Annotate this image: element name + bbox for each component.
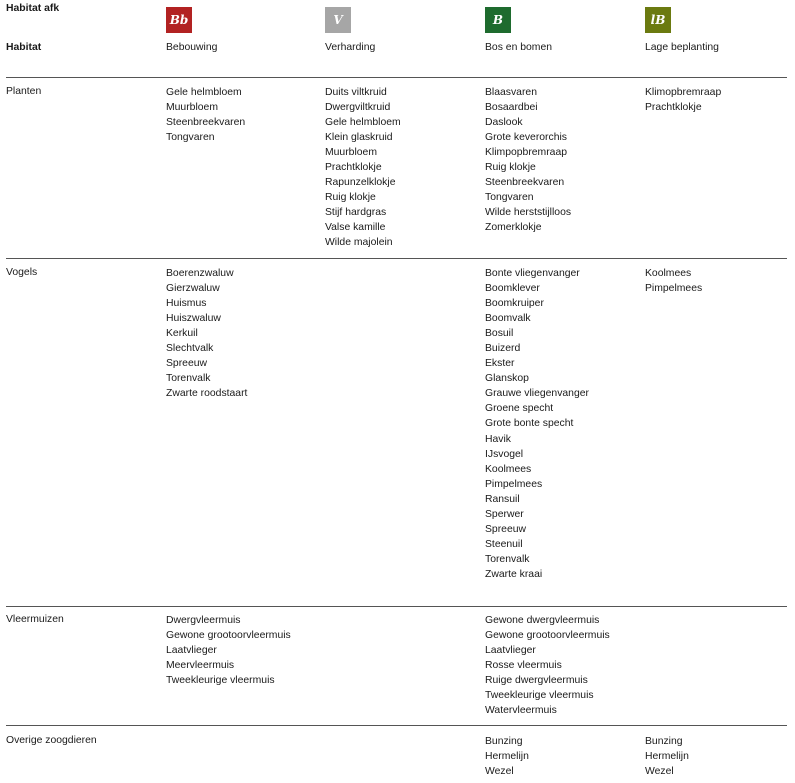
habitat-name-lage-beplanting: Lage beplanting bbox=[645, 42, 719, 53]
species-item: Huismus bbox=[166, 297, 207, 309]
species-item: Gierzwaluw bbox=[166, 282, 220, 294]
species-item: Muurbloem bbox=[325, 146, 377, 158]
cell-vleermuizen-bos-en-bomen bbox=[485, 613, 610, 719]
species-item: Torenvalk bbox=[485, 554, 530, 566]
species-item: Glanskop bbox=[485, 373, 529, 385]
species-item: Gewone dwergvleermuis bbox=[485, 614, 600, 626]
species-item: Tweekleurige vleermuis bbox=[166, 674, 275, 686]
species-item: Grauwe vliegenvanger bbox=[485, 388, 589, 400]
species-item: Ruig klokje bbox=[485, 161, 536, 173]
species-item: Meervleermuis bbox=[166, 659, 235, 671]
species-item: Spreeuw bbox=[166, 358, 208, 370]
species-item: Sperwer bbox=[485, 509, 524, 520]
species-item: Slechtvalk bbox=[166, 342, 214, 354]
species-item: Rosse vleermuis bbox=[485, 659, 562, 671]
species-item: Ransuil bbox=[485, 493, 520, 505]
species-item: Steenuil bbox=[485, 539, 523, 551]
category-planten: Planten bbox=[6, 86, 42, 97]
species-item: Havik bbox=[485, 433, 511, 445]
species-item: Steenbreekvaren bbox=[485, 177, 565, 189]
cell-planten-lage-beplanting bbox=[645, 85, 721, 115]
category-vogels: Vogels bbox=[6, 267, 38, 278]
cell-overige-lage-beplanting bbox=[645, 734, 689, 779]
species-item: Klimopbremraap bbox=[645, 86, 722, 98]
badge-bos-en-bomen: B bbox=[485, 7, 511, 33]
species-item: Wilde majolein bbox=[325, 237, 393, 249]
species-item: Ruige dwergvleermuis bbox=[485, 674, 588, 686]
species-item: Klimpopbremraap bbox=[485, 146, 568, 158]
species-item: Boomvalk bbox=[485, 312, 531, 324]
species-item: Bosuil bbox=[485, 327, 514, 339]
species-item: Gewone grootoorvleermuis bbox=[166, 629, 291, 641]
species-item: Prachtklokje bbox=[645, 101, 702, 113]
species-item: Klein glaskruid bbox=[325, 131, 393, 143]
species-item: Gele helmbloem bbox=[166, 86, 242, 98]
species-item: Laatvlieger bbox=[485, 644, 536, 656]
cell-vogels-bos-en-bomen bbox=[485, 266, 589, 583]
species-item: Grote keverorchis bbox=[485, 131, 567, 143]
habitat-name-verharding: Verharding bbox=[325, 42, 376, 53]
species-item: Grote bonte specht bbox=[485, 418, 574, 430]
species-item: Daslook bbox=[485, 116, 523, 128]
species-item: Steenbreekvaren bbox=[166, 116, 246, 128]
badge-verharding: V bbox=[325, 7, 351, 33]
badge-lage-beplanting: lB bbox=[645, 7, 671, 33]
species-item: Dwergviltkruid bbox=[325, 101, 391, 113]
species-item: IJsvogel bbox=[485, 448, 524, 460]
category-vleermuizen: Vleermuizen bbox=[6, 614, 64, 625]
habitat-abbr-label: Habitat afk bbox=[6, 3, 60, 14]
species-item: Bunzing bbox=[485, 735, 523, 747]
species-item: Laatvlieger bbox=[166, 644, 217, 656]
habitat-label: Habitat bbox=[6, 42, 42, 53]
cell-vogels-bebouwing bbox=[166, 266, 247, 402]
cell-overige-bos-en-bomen bbox=[485, 734, 529, 779]
species-item: Blaasvaren bbox=[485, 86, 537, 98]
species-item: Duits viltkruid bbox=[325, 86, 387, 98]
species-item: Prachtklokje bbox=[325, 161, 382, 173]
cell-vleermuizen-bebouwing bbox=[166, 613, 291, 688]
species-item: Wilde herststijlloos bbox=[485, 207, 572, 219]
species-item: Hermelijn bbox=[485, 750, 529, 762]
species-item: Wezel bbox=[485, 765, 514, 777]
row-divider bbox=[6, 606, 787, 607]
species-item: Gewone grootoorvleermuis bbox=[485, 629, 610, 641]
species-item: Tongvaren bbox=[485, 192, 534, 204]
cell-planten-bebouwing bbox=[166, 85, 245, 145]
cell-planten-verharding bbox=[325, 85, 401, 251]
species-item: Boomklever bbox=[485, 282, 540, 294]
species-item: Pimpelmees bbox=[645, 282, 703, 294]
row-divider bbox=[6, 77, 787, 78]
habitat-name-bebouwing: Bebouwing bbox=[166, 42, 218, 53]
species-item: Boomkruiper bbox=[485, 297, 544, 309]
species-item: Kerkuil bbox=[166, 327, 198, 339]
species-item: Zwarte kraai bbox=[485, 569, 543, 581]
cell-planten-bos-en-bomen bbox=[485, 85, 571, 236]
species-item: Tongvaren bbox=[166, 131, 215, 143]
species-item: Pimpelmees bbox=[485, 478, 543, 490]
species-item: Muurbloem bbox=[166, 101, 218, 113]
row-divider bbox=[6, 258, 787, 259]
species-item: Boerenzwaluw bbox=[166, 267, 234, 279]
species-item: Zwarte roodstaart bbox=[166, 388, 248, 400]
species-item: Wezel bbox=[645, 765, 674, 777]
species-item: Gele helmbloem bbox=[325, 116, 401, 128]
species-item: Ekster bbox=[485, 358, 515, 370]
habitat-name-bos-en-bomen: Bos en bomen bbox=[485, 42, 553, 53]
species-item: Rapunzelklokje bbox=[325, 177, 396, 189]
species-item: Spreeuw bbox=[485, 524, 527, 536]
species-item: Hermelijn bbox=[645, 750, 689, 762]
species-item: Torenvalk bbox=[166, 373, 211, 385]
species-item: Zomerklokje bbox=[485, 222, 542, 234]
species-item: Stijf hardgras bbox=[325, 207, 387, 219]
species-item: Bonte vliegenvanger bbox=[485, 267, 580, 279]
species-item: Watervleermuis bbox=[485, 705, 557, 717]
species-item: Bunzing bbox=[645, 735, 683, 747]
category-overige-zoogdieren: Overige zoogdieren bbox=[6, 735, 97, 746]
badge-bebouwing: Bb bbox=[166, 7, 192, 33]
species-item: Tweekleurige vleermuis bbox=[485, 689, 594, 701]
species-item: Bosaardbei bbox=[485, 101, 538, 113]
species-item: Koolmees bbox=[645, 267, 692, 279]
species-item: Groene specht bbox=[485, 403, 554, 415]
row-divider bbox=[6, 725, 787, 726]
species-item: Buizerd bbox=[485, 342, 521, 354]
species-item: Ruig klokje bbox=[325, 192, 376, 204]
species-item: Dwergvleermuis bbox=[166, 614, 241, 626]
cell-vogels-lage-beplanting bbox=[645, 266, 702, 296]
species-item: Valse kamille bbox=[325, 222, 386, 234]
species-item: Huiszwaluw bbox=[166, 312, 221, 324]
species-item: Koolmees bbox=[485, 463, 532, 475]
